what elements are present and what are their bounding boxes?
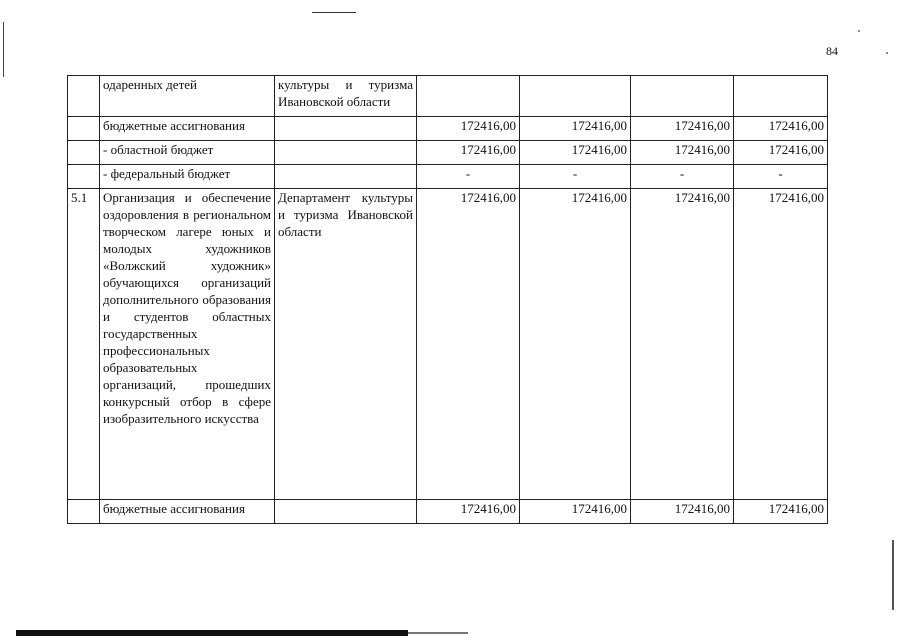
- executor-cell: [275, 165, 417, 189]
- executor-cell: [275, 500, 417, 524]
- value-cell: 172416,00: [631, 500, 734, 524]
- header-rule: [312, 12, 356, 13]
- budget-table: [67, 75, 828, 524]
- row-number-cell: [68, 500, 100, 524]
- executor-cell: [275, 141, 417, 165]
- scan-speck: [858, 30, 860, 32]
- table-row: [68, 117, 828, 141]
- value-cell: 172416,00: [631, 141, 734, 165]
- value-cell: -: [520, 165, 631, 189]
- scan-edge-bar-bottom-fade: [408, 632, 468, 634]
- row-number-cell: [68, 117, 100, 141]
- scan-edge-mark-left: [3, 22, 4, 77]
- executor-cell: Департамент культуры и туризма Ивановской области: [275, 189, 417, 500]
- table-row: [68, 189, 828, 500]
- value-cell: [417, 76, 520, 117]
- table-row: [68, 141, 828, 165]
- value-cell: 172416,00: [417, 500, 520, 524]
- measure-name-cell: бюджетные ассигнования: [100, 500, 275, 524]
- value-cell: -: [631, 165, 734, 189]
- measure-name-cell: бюджетные ассигнования: [100, 117, 275, 141]
- page-number: 84: [826, 44, 838, 58]
- measure-name-cell: - федеральный бюджет: [100, 165, 275, 189]
- value-cell: 172416,00: [417, 117, 520, 141]
- value-cell: 172416,00: [631, 117, 734, 141]
- row-number-cell: [68, 141, 100, 165]
- executor-cell: [275, 117, 417, 141]
- value-cell: -: [417, 165, 520, 189]
- value-cell: 172416,00: [734, 117, 828, 141]
- value-cell: 172416,00: [520, 500, 631, 524]
- value-cell: 172416,00: [520, 141, 631, 165]
- measure-name-cell: одаренных детей: [100, 76, 275, 117]
- value-cell: [520, 76, 631, 117]
- scan-speck: [886, 52, 888, 54]
- value-cell: [631, 76, 734, 117]
- row-number-cell: [68, 165, 100, 189]
- measure-name-cell: Организация и обеспечение оздоровления в региональном творческом лагере юных и молодых художников «Волжский художник» обучающихся организаций дополнительного образования и студентов областных государственных профессиональных образовательных организаций, прошедших конкурсный отбор в сфере изобразительного искусства: [100, 189, 275, 500]
- value-cell: 172416,00: [417, 189, 520, 500]
- value-cell: [734, 76, 828, 117]
- row-number-cell: [68, 76, 100, 117]
- value-cell: 172416,00: [734, 500, 828, 524]
- value-cell: 172416,00: [734, 141, 828, 165]
- executor-cell: культуры и туризма Ивановской области: [275, 76, 417, 117]
- value-cell: 172416,00: [734, 189, 828, 500]
- scan-edge-bar-bottom: [16, 630, 408, 636]
- table-row: [68, 500, 828, 524]
- value-cell: 172416,00: [417, 141, 520, 165]
- value-cell: 172416,00: [520, 117, 631, 141]
- scan-edge-mark-right: [892, 540, 894, 610]
- measure-name-cell: - областной бюджет: [100, 141, 275, 165]
- value-cell: 172416,00: [631, 189, 734, 500]
- row-number-cell: 5.1: [68, 189, 100, 500]
- table-row: [68, 165, 828, 189]
- value-cell: -: [734, 165, 828, 189]
- table-row: [68, 76, 828, 117]
- value-cell: 172416,00: [520, 189, 631, 500]
